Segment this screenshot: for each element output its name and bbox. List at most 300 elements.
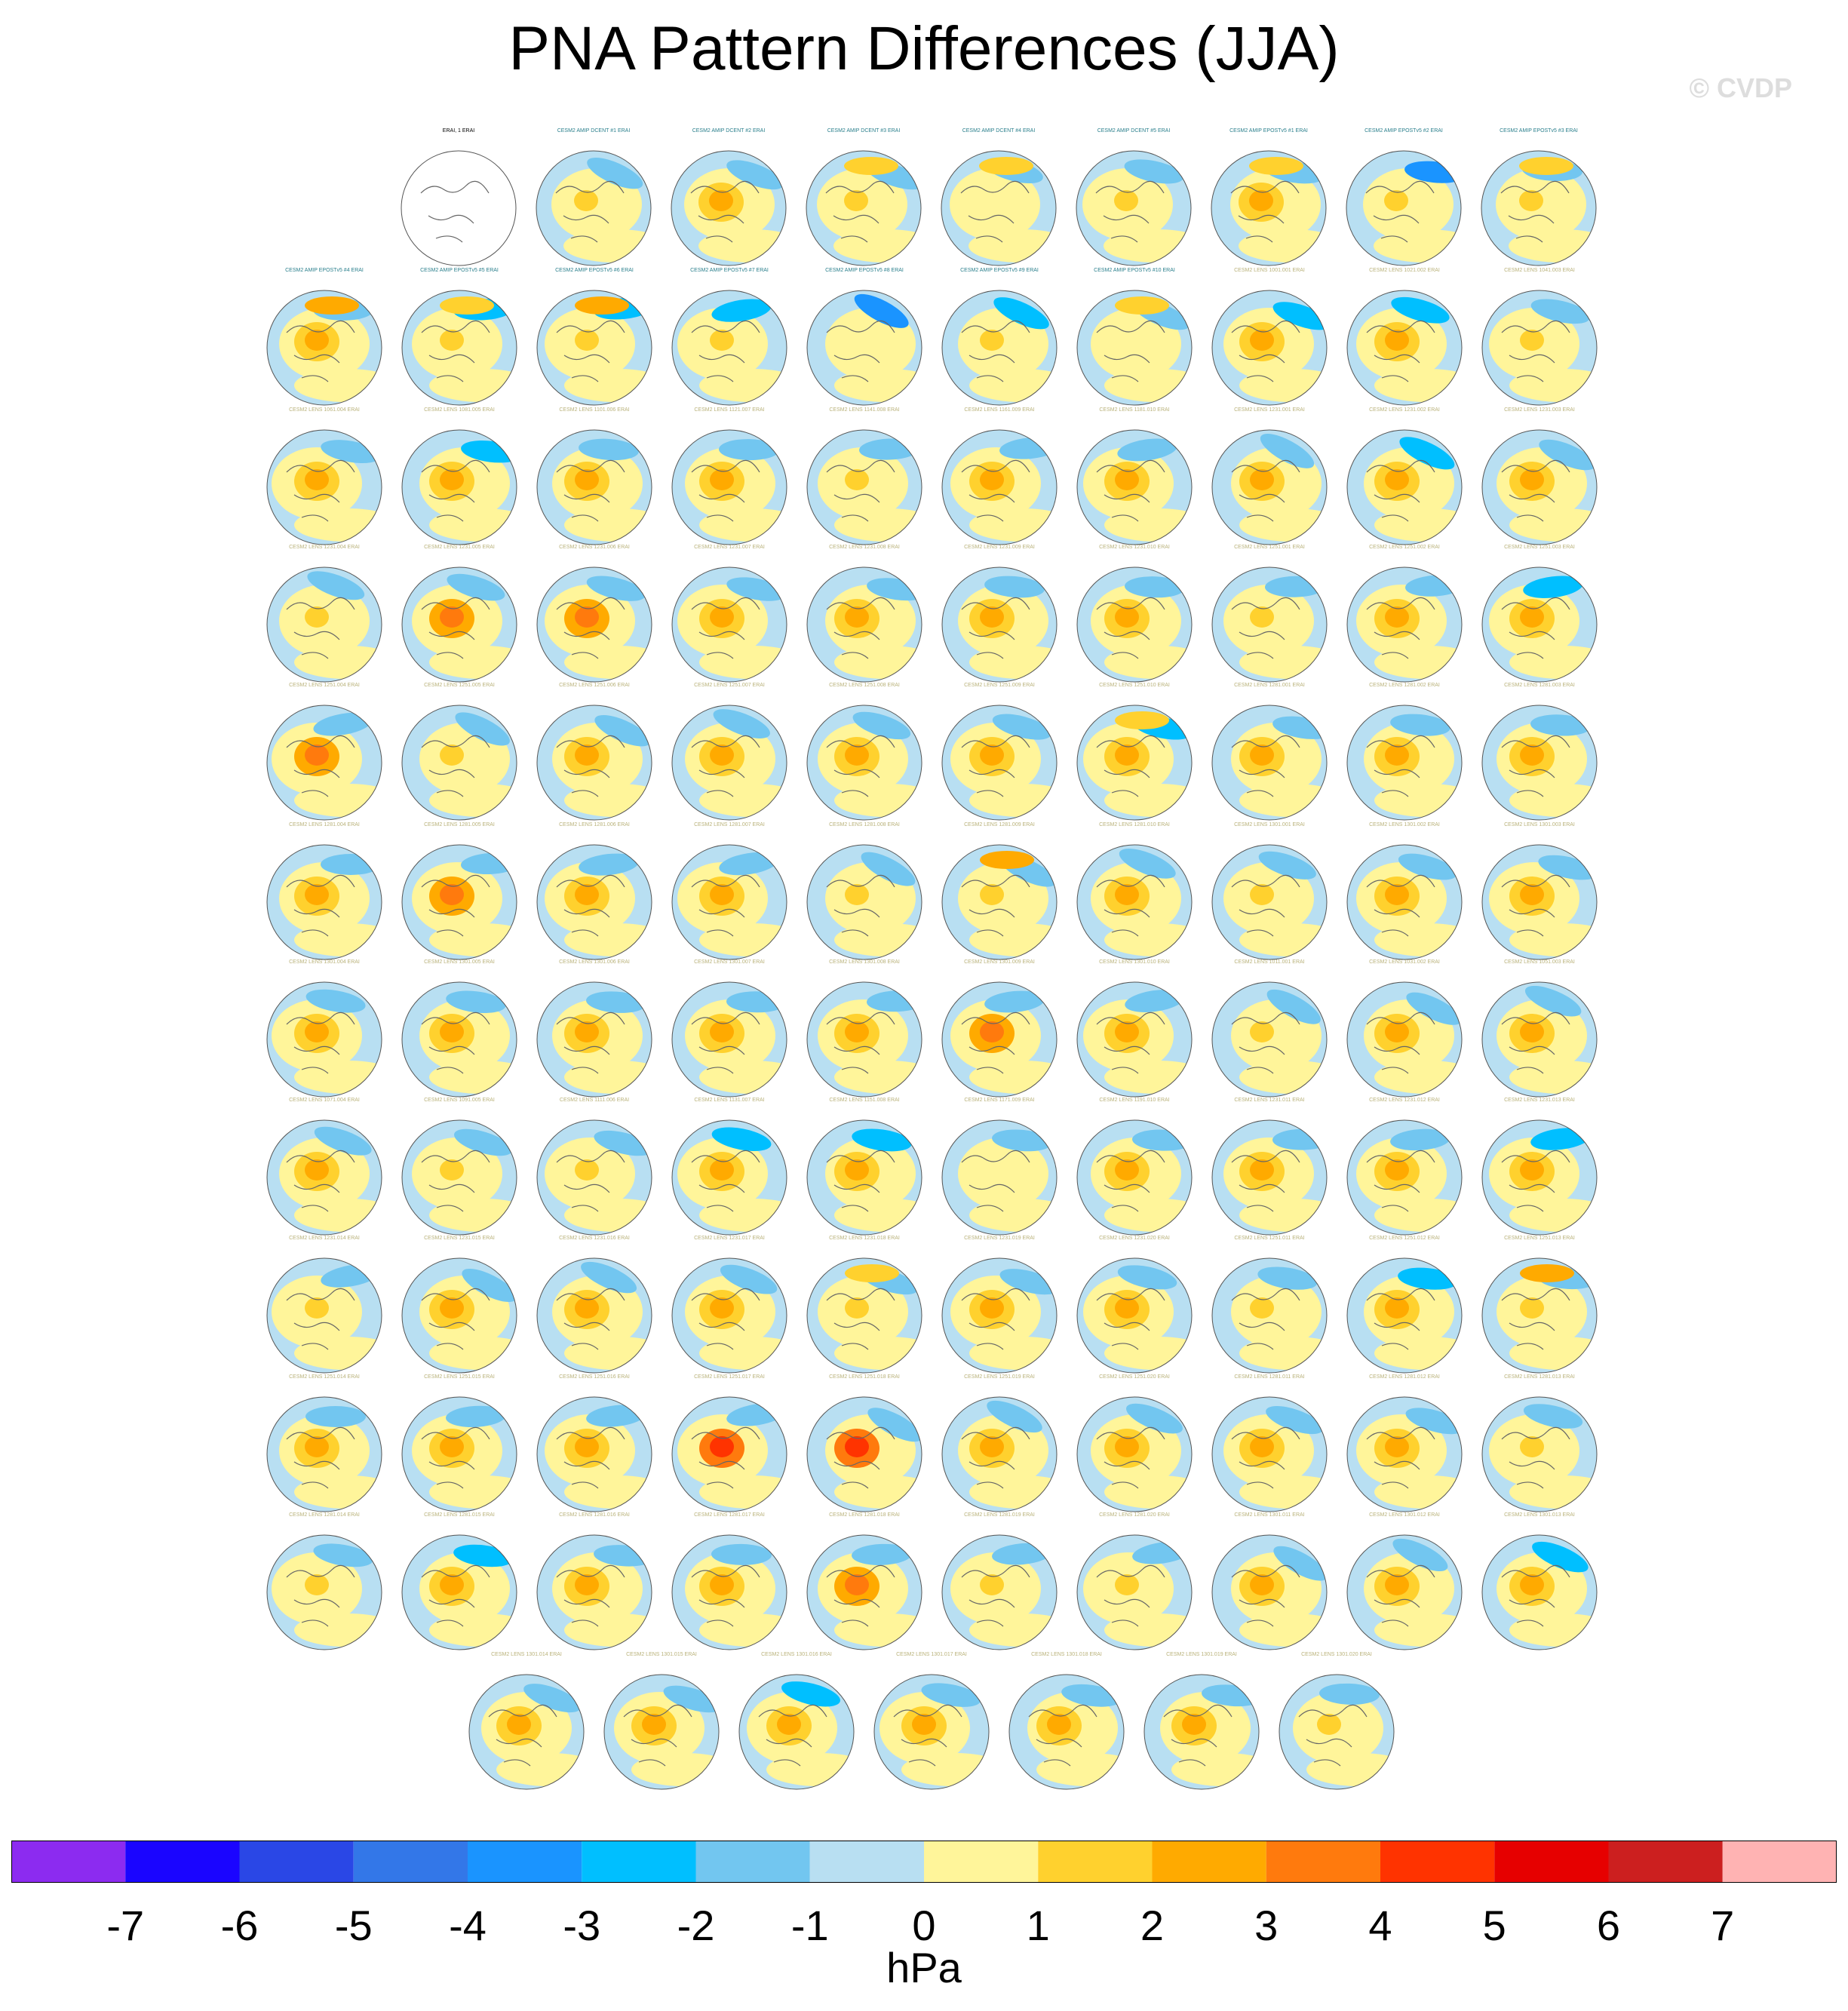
polar-map (1479, 702, 1600, 823)
polar-map (1479, 287, 1600, 408)
center-core (1115, 606, 1139, 628)
map-panel (1202, 545, 1337, 688)
panel-title: CESM2 LENS 1101.006 ERAI (559, 407, 630, 413)
center-core (1385, 1159, 1409, 1181)
map-panel (932, 407, 1067, 551)
panel-title: CESM2 LENS 1281.013 ERAI (1504, 1374, 1575, 1380)
polar-map (533, 148, 654, 269)
colorbar-swatch (810, 1841, 924, 1883)
panel-title: CESM2 LENS 1231.020 ERAI (1099, 1236, 1170, 1241)
map-panel (1067, 268, 1202, 411)
map-panel (391, 1374, 527, 1518)
map-panel (391, 959, 527, 1103)
center-core (1519, 190, 1543, 211)
polar-map (1006, 1672, 1127, 1792)
center-core (912, 1714, 936, 1735)
center-core (440, 1297, 464, 1319)
polar-map (534, 1532, 655, 1653)
panel-title: CESM2 LENS 1231.002 ERAI (1369, 407, 1440, 413)
colorbar-swatch (1494, 1841, 1608, 1883)
colorbar-tick-label: -7 (106, 1902, 145, 1949)
center-core (1520, 606, 1544, 628)
polar-map (1209, 842, 1330, 963)
center-core (710, 1159, 734, 1181)
panel-title: CESM2 LENS 1301.016 ERAI (761, 1652, 832, 1657)
polar-map (804, 1532, 925, 1653)
polar-map (1074, 564, 1195, 685)
map-panel (1202, 268, 1337, 411)
polar-map (1344, 1255, 1465, 1376)
map-panel (662, 1236, 797, 1379)
polar-map (939, 1117, 1060, 1238)
map-panel (932, 683, 1067, 826)
map-panel (864, 1652, 999, 1795)
center-core (980, 1436, 1004, 1457)
map-panel (256, 1374, 392, 1518)
colorbar-tick-label: -1 (790, 1902, 829, 1949)
map-panel (526, 128, 662, 272)
map-panel (1472, 1098, 1607, 1241)
page-title: PNA Pattern Differences (JJA) (508, 14, 1340, 83)
polar-map (1209, 979, 1330, 1100)
panel-title: CESM2 LENS 1251.013 ERAI (1504, 1236, 1575, 1241)
polar-map (1208, 148, 1329, 269)
map-panel (1202, 1236, 1337, 1379)
map-panel (391, 683, 527, 826)
center-core (1385, 745, 1409, 766)
center-core (710, 1297, 734, 1319)
map-panel (1067, 683, 1202, 826)
center-core (440, 330, 464, 351)
panel-title: CESM2 LENS 1281.010 ERAI (1099, 822, 1170, 827)
panel-title: CESM2 LENS 1031.002 ERAI (1369, 959, 1440, 965)
polar-map (1209, 287, 1330, 408)
polar-map (669, 287, 790, 408)
map-panel (932, 1512, 1067, 1656)
center-core (507, 1714, 531, 1735)
panel-title: CESM2 LENS 1051.003 ERAI (1504, 959, 1575, 965)
polar-map (1209, 427, 1330, 548)
map-panel (526, 1098, 662, 1241)
center-core (305, 745, 329, 766)
polar-map (1209, 1532, 1330, 1653)
center-core (710, 745, 734, 766)
polar-map (803, 148, 924, 269)
panel-title: CESM2 LENS 1281.006 ERAI (559, 822, 630, 827)
polar-map (804, 564, 925, 685)
map-panel (526, 683, 662, 826)
center-core (575, 330, 599, 351)
map-panel (932, 545, 1067, 688)
colorbar-swatch (1609, 1841, 1723, 1883)
map-panel (662, 959, 797, 1103)
polar-map (1074, 427, 1195, 548)
center-core (1115, 330, 1139, 351)
panel-title: CESM2 LENS 1251.016 ERAI (559, 1374, 630, 1380)
polar-map (1479, 1394, 1600, 1515)
polar-map (264, 702, 385, 823)
panel-title: CESM2 LENS 1281.017 ERAI (694, 1512, 765, 1518)
panel-title: CESM2 LENS 1251.011 ERAI (1234, 1236, 1305, 1241)
panel-title: CESM2 LENS 1301.014 ERAI (491, 1652, 562, 1657)
panel-title: CESM2 LENS 1231.004 ERAI (289, 545, 360, 550)
polar-map (871, 1672, 992, 1792)
panel-title: CESM2 LENS 1251.001 ERAI (1234, 545, 1305, 550)
center-core (642, 1714, 666, 1735)
center-core (1250, 745, 1274, 766)
panel-title: CESM2 LENS 1251.010 ERAI (1099, 683, 1170, 688)
colorbar-swatch (354, 1841, 468, 1883)
center-core (980, 469, 1004, 490)
center-core (1250, 1436, 1274, 1457)
center-core (575, 469, 599, 490)
panel-title: CESM2 LENS 1301.019 ERAI (1166, 1652, 1237, 1657)
map-panel (1202, 1512, 1337, 1656)
center-core (709, 190, 733, 211)
map-panel (391, 268, 527, 411)
panel-title: CESM2 LENS 1281.020 ERAI (1099, 1512, 1170, 1518)
map-panel (797, 1512, 932, 1656)
center-core (305, 606, 329, 628)
panel-title: CESM2 LENS 1181.010 ERAI (1099, 407, 1170, 413)
cvdp-credit: © CVDP (1689, 72, 1792, 103)
ridge-region (979, 157, 1033, 175)
center-core (1520, 469, 1544, 490)
center-core (980, 1297, 1004, 1319)
panel-title: CESM2 LENS 1151.008 ERAI (829, 1098, 900, 1103)
map-panel (1337, 683, 1472, 826)
map-panel (459, 1652, 594, 1795)
panel-title: CESM2 LENS 1281.005 ERAI (424, 822, 495, 827)
center-core (980, 884, 1004, 905)
center-core (844, 190, 868, 211)
polar-map (669, 1394, 790, 1515)
map-panel (1067, 959, 1202, 1103)
panel-title: CESM2 LENS 1301.001 ERAI (1234, 822, 1305, 827)
colorbar-tick-label: 4 (1368, 1902, 1392, 1949)
map-panel (256, 683, 392, 826)
center-core (1115, 884, 1139, 905)
panel-title: CESM2 AMIP DCENT #1 ERAI (557, 128, 631, 134)
map-panel (1472, 407, 1607, 551)
map-panel (526, 822, 662, 966)
polar-map (264, 427, 385, 548)
polar-map (264, 1532, 385, 1653)
map-panel (1202, 1374, 1337, 1518)
polar-map (1209, 702, 1330, 823)
colorbar-swatch (468, 1841, 582, 1883)
center-core (575, 1159, 599, 1181)
panel-title: CESM2 LENS 1191.010 ERAI (1099, 1098, 1170, 1103)
center-core (1250, 884, 1274, 905)
panel-title: CESM2 LENS 1301.018 ERAI (1031, 1652, 1102, 1657)
center-core (440, 469, 464, 490)
map-panel (729, 1652, 864, 1795)
center-core (1115, 1574, 1139, 1595)
panel-title: CESM2 LENS 1281.011 ERAI (1234, 1374, 1305, 1380)
polar-map (1074, 287, 1195, 408)
polar-map (1074, 1394, 1195, 1515)
polar-map (939, 1532, 1060, 1653)
polar-map (264, 1394, 385, 1515)
center-core (710, 884, 734, 905)
panel-title: CESM2 LENS 1231.005 ERAI (424, 545, 495, 550)
map-panel (932, 1098, 1067, 1241)
center-core (305, 469, 329, 490)
center-core (575, 884, 599, 905)
panel-title: CESM2 AMIP EPOSTv5 #1 ERAI (1229, 128, 1308, 134)
colorbar-swatch (696, 1841, 810, 1883)
center-core (777, 1714, 801, 1735)
panel-title: CESM2 LENS 1251.015 ERAI (424, 1374, 495, 1380)
center-core (574, 190, 598, 211)
panel-title: CESM2 LENS 1251.006 ERAI (559, 683, 630, 688)
ridge-region (1520, 1264, 1574, 1282)
ridge-region (844, 157, 898, 175)
center-core (845, 1021, 869, 1042)
ridge-region (1115, 711, 1169, 729)
center-core (440, 884, 464, 905)
colorbar-swatch (1153, 1841, 1266, 1883)
center-core (305, 1574, 329, 1595)
panel-title: CESM2 AMIP EPOSTv5 #3 ERAI (1500, 128, 1578, 134)
center-core (1250, 1159, 1274, 1181)
polar-map (1344, 842, 1465, 963)
center-core (1520, 884, 1544, 905)
panel-title: CESM2 LENS 1231.001 ERAI (1234, 407, 1305, 413)
panel-title: CESM2 LENS 1301.013 ERAI (1504, 1512, 1575, 1518)
colorbar-tick-label: -6 (220, 1902, 259, 1949)
map-panel (1202, 959, 1337, 1103)
map-panel (1269, 1652, 1404, 1795)
panel-title: CESM2 LENS 1251.009 ERAI (964, 683, 1035, 688)
panel-title: CESM2 LENS 1301.009 ERAI (964, 959, 1035, 965)
map-panel (796, 128, 932, 272)
map-panel (594, 1652, 729, 1795)
map-panel (1067, 545, 1202, 688)
polar-map (399, 427, 520, 548)
polar-map (399, 1255, 520, 1376)
panel-title: CESM2 LENS 1281.018 ERAI (829, 1512, 900, 1518)
polar-map (264, 1255, 385, 1376)
ridge-region (440, 296, 494, 315)
polar-map (669, 979, 790, 1100)
colorbar-swatch (1723, 1841, 1837, 1883)
center-core (1115, 1436, 1139, 1457)
polar-map (1276, 1672, 1397, 1792)
colorbar-swatch (1266, 1841, 1380, 1883)
center-core (1249, 190, 1273, 211)
polar-map (1479, 564, 1600, 685)
polar-map (1209, 1255, 1330, 1376)
panel-title: CESM2 LENS 1251.007 ERAI (694, 683, 765, 688)
colorbar-tick-label: 6 (1596, 1902, 1621, 1949)
polar-map (534, 979, 655, 1100)
map-panel (1472, 545, 1607, 688)
map-panel (662, 268, 797, 411)
center-core (1250, 606, 1274, 628)
panel-title: CESM2 AMIP DCENT #5 ERAI (1097, 128, 1171, 134)
ridge-region (1249, 157, 1303, 175)
center-core (1520, 1436, 1544, 1457)
panel-title: CESM2 LENS 1231.006 ERAI (559, 545, 630, 550)
map-panel (256, 1512, 392, 1656)
polar-map (264, 842, 385, 963)
map-panel (797, 1098, 932, 1241)
colorbar-unit: hPa (886, 1944, 962, 1991)
map-panel (1337, 1512, 1472, 1656)
colorbar-tick-label: -4 (449, 1902, 487, 1949)
center-core (1520, 330, 1544, 351)
map-panel (391, 545, 527, 688)
panel-title: CESM2 LENS 1301.003 ERAI (1504, 822, 1575, 827)
map-panel (391, 1512, 527, 1656)
center-core (575, 1436, 599, 1457)
panel-title: CESM2 LENS 1281.008 ERAI (829, 822, 900, 827)
polar-map (804, 1394, 925, 1515)
center-core (440, 1159, 464, 1181)
panel-title: CESM2 LENS 1171.009 ERAI (964, 1098, 1035, 1103)
center-core (1250, 1021, 1274, 1042)
map-panel (1472, 1236, 1607, 1379)
center-core (845, 469, 869, 490)
panel-title: CESM2 LENS 1231.010 ERAI (1099, 545, 1170, 550)
polar-map (804, 979, 925, 1100)
map-panel (526, 1374, 662, 1518)
panel-title: CESM2 LENS 1121.007 ERAI (694, 407, 765, 413)
map-panel (256, 545, 392, 688)
map-panel (391, 1098, 527, 1241)
colorbar-tick-label: 0 (912, 1902, 936, 1949)
panel-title: CESM2 LENS 1301.002 ERAI (1369, 822, 1440, 827)
panel-title: CESM2 LENS 1251.017 ERAI (694, 1374, 765, 1380)
center-core (1250, 330, 1274, 351)
center-core (1520, 745, 1544, 766)
center-core (845, 606, 869, 628)
ridge-region (305, 296, 359, 315)
polar-map (938, 148, 1059, 269)
polar-map (1074, 1255, 1195, 1376)
center-core (1115, 1297, 1139, 1319)
polar-map (534, 427, 655, 548)
polar-map (669, 1255, 790, 1376)
polar-map (1074, 979, 1195, 1100)
polar-map (601, 1672, 722, 1792)
polar-map (399, 1532, 520, 1653)
panel-title: CESM2 LENS 1231.012 ERAI (1369, 1098, 1440, 1103)
polar-map (1209, 1117, 1330, 1238)
panel-title: CESM2 LENS 1231.014 ERAI (289, 1236, 360, 1241)
center-core (1250, 469, 1274, 490)
polar-map (399, 702, 520, 823)
center-core (845, 1297, 869, 1319)
panel-title: CESM2 AMIP EPOSTv5 #4 ERAI (285, 268, 364, 273)
polar-map (939, 427, 1060, 548)
polar-map (804, 427, 925, 548)
map-panel (932, 959, 1067, 1103)
center-core (1385, 1021, 1409, 1042)
map-panel (931, 128, 1067, 272)
center-core (1317, 1714, 1341, 1735)
center-core (845, 330, 869, 351)
map-panel (1336, 128, 1472, 272)
map-panel (797, 1236, 932, 1379)
panel-title: CESM2 LENS 1281.002 ERAI (1369, 683, 1440, 688)
center-core (1182, 1714, 1206, 1735)
map-panel (797, 545, 932, 688)
panel-title: CESM2 LENS 1301.012 ERAI (1369, 1512, 1440, 1518)
polar-map (1344, 1117, 1465, 1238)
polar-map (669, 842, 790, 963)
panel-title: CESM2 LENS 1131.007 ERAI (694, 1098, 765, 1103)
polar-map (804, 842, 925, 963)
panel-title: CESM2 LENS 1231.008 ERAI (829, 545, 900, 550)
polar-map (1344, 1394, 1465, 1515)
polar-map (939, 287, 1060, 408)
map-panel (1471, 128, 1607, 272)
panel-title: CESM2 LENS 1111.006 ERAI (559, 1098, 630, 1103)
polar-map (1344, 564, 1465, 685)
panel-title: CESM2 AMIP EPOSTv5 #5 ERAI (420, 268, 499, 273)
map-panel (1202, 1098, 1337, 1241)
center-core (440, 1574, 464, 1595)
polar-map (939, 979, 1060, 1100)
map-panel (1202, 407, 1337, 551)
center-core (1047, 1714, 1071, 1735)
polar-map (1344, 979, 1465, 1100)
polar-map (804, 1117, 925, 1238)
polar-map (398, 148, 519, 269)
panel-title: CESM2 LENS 1281.009 ERAI (964, 822, 1035, 827)
polar-map (1141, 1672, 1262, 1792)
colorbar-swatch (582, 1841, 695, 1883)
panel-title: CESM2 LENS 1281.001 ERAI (1234, 683, 1305, 688)
center-core (1520, 1574, 1544, 1595)
panel-title: CESM2 LENS 1301.015 ERAI (626, 1652, 697, 1657)
center-core (1250, 1297, 1274, 1319)
panel-title: CESM2 LENS 1281.003 ERAI (1504, 683, 1575, 688)
polar-map (1479, 427, 1600, 548)
polar-map (1343, 148, 1464, 269)
map-panel (1134, 1652, 1269, 1795)
panel-title: CESM2 LENS 1081.005 ERAI (424, 407, 495, 413)
center-core (1385, 469, 1409, 490)
polar-map (736, 1672, 857, 1792)
colorbar (11, 1841, 1837, 1884)
map-panel (797, 959, 932, 1103)
polar-map (264, 979, 385, 1100)
center-core (1115, 745, 1139, 766)
map-panel (1337, 822, 1472, 966)
center-core (1385, 606, 1409, 628)
map-panel (1337, 1236, 1472, 1379)
center-core (1385, 1297, 1409, 1319)
panel-title: CESM2 LENS 1251.003 ERAI (1504, 545, 1575, 550)
center-core (575, 745, 599, 766)
center-core (305, 1159, 329, 1181)
map-panel (797, 683, 932, 826)
panel-title: CESM2 LENS 1301.007 ERAI (694, 959, 765, 965)
map-panel (662, 407, 797, 551)
panel-title: CESM2 LENS 1251.014 ERAI (289, 1374, 360, 1380)
map-panel (797, 407, 932, 551)
map-panel (391, 407, 527, 551)
map-panel (256, 268, 392, 411)
center-core (845, 1436, 869, 1457)
polar-map (1479, 842, 1600, 963)
center-core (1520, 1297, 1544, 1319)
polar-map (1344, 287, 1465, 408)
